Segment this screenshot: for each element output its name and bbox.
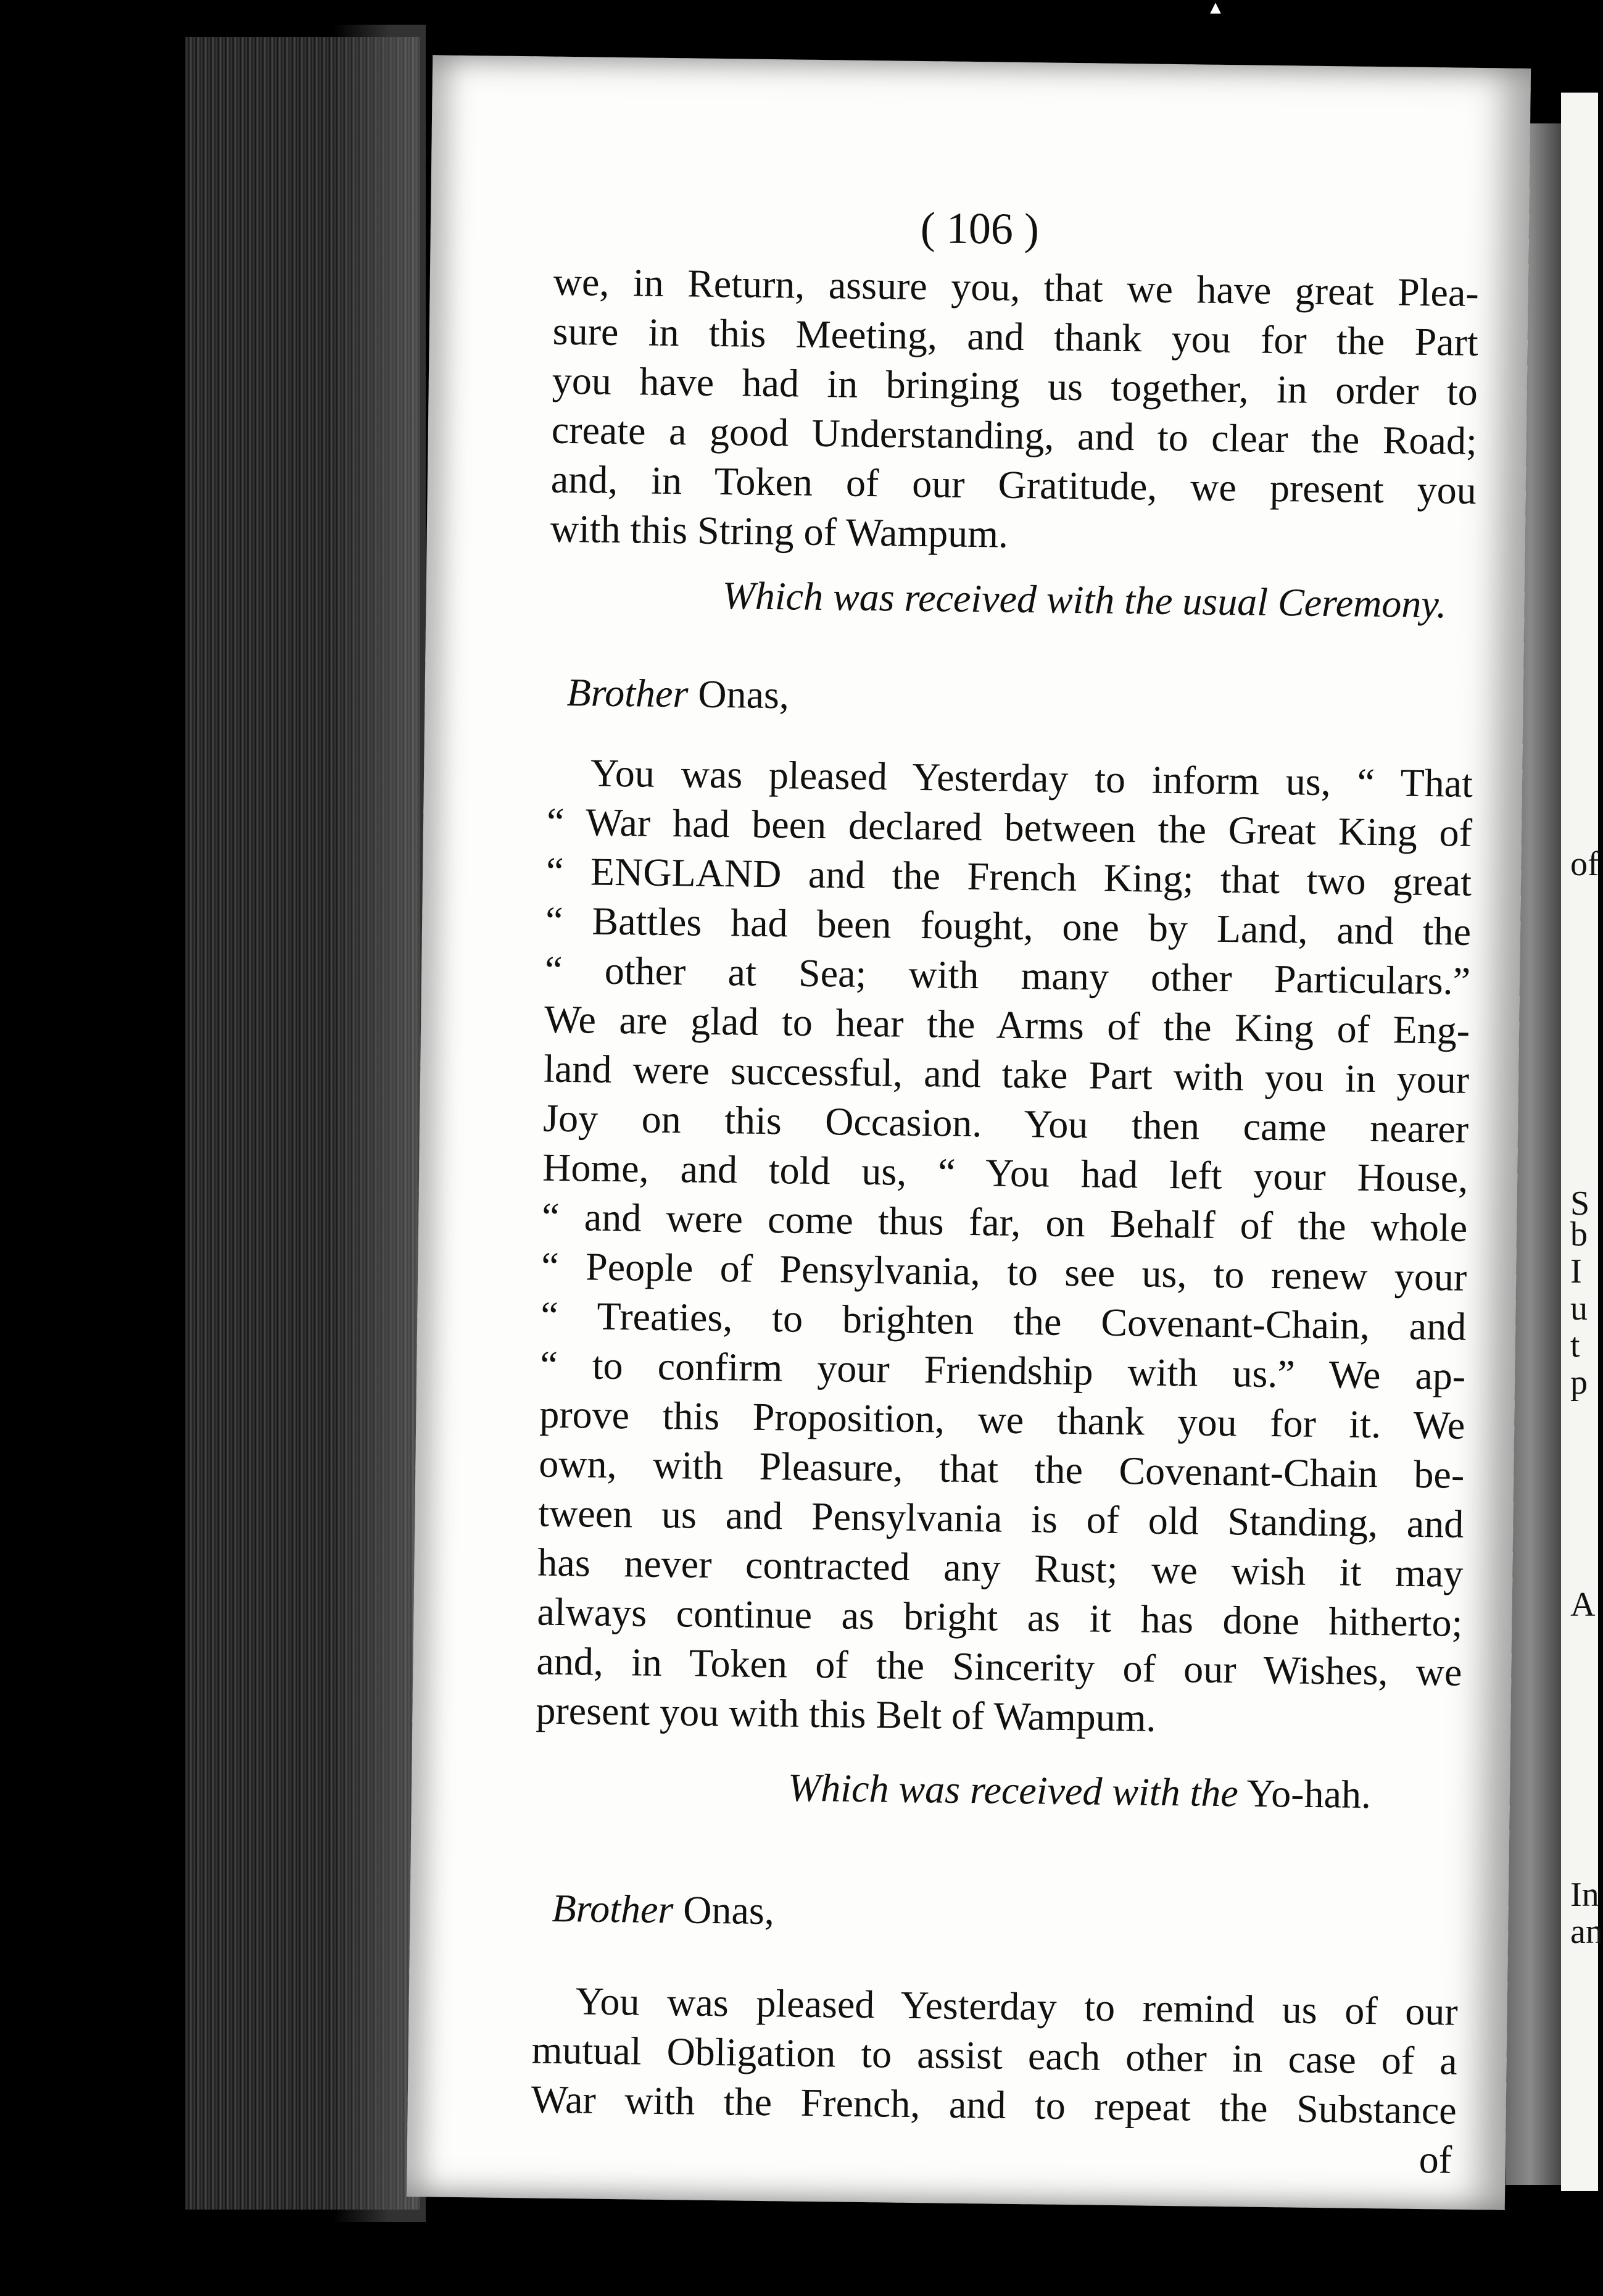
text-line: You was pleased Yesterday to inform us, “ That xyxy=(590,751,1473,805)
text-line: “ ENGLAND and the French King; that two great xyxy=(545,849,1472,904)
text-line: “ other at Sea; with many other Particulars.” xyxy=(544,947,1471,1003)
facing-page-fragment: p xyxy=(1570,1363,1588,1402)
facing-page-fragment: A xyxy=(1570,1586,1596,1624)
text-line: “ Battles had been fought, one by Land, and the xyxy=(545,898,1472,954)
text-line: with this String of Wampum. xyxy=(550,506,1009,556)
rubric-italic: Which was received with the xyxy=(787,1765,1239,1815)
facing-page-fragment: b xyxy=(1570,1215,1588,1254)
text-line: always continue as bright as it has done hitherto; xyxy=(537,1589,1463,1645)
text-line: mutual Obligation to assist each other in case of a xyxy=(531,2028,1458,2083)
facing-page-fragment: an xyxy=(1570,1913,1603,1951)
text-line: We are glad to hear the Arms of the King of Eng- xyxy=(544,997,1470,1052)
text-line: you have had in bringing us together, in order to xyxy=(552,358,1478,414)
text-line: Home, and told us, “ You had left your House, xyxy=(542,1145,1468,1200)
yohah-rubric xyxy=(788,1763,1372,1820)
text-line: “ People of Pensylvania, to see us, to renew your xyxy=(541,1244,1467,1299)
salutation-title: Brother xyxy=(566,670,689,716)
text-line: and, in Token of our Gratitude, we present you xyxy=(550,457,1477,512)
text-line: “ Treaties, to brighten the Covenant-Chain, and xyxy=(540,1293,1467,1349)
facing-page-fragment: S xyxy=(1570,1184,1590,1223)
text-line: land were successful, and take Part with you in your xyxy=(543,1046,1470,1102)
facing-page-fragment: t xyxy=(1570,1326,1580,1365)
text-line: has never contracted any Rust; we wish it may xyxy=(537,1540,1464,1595)
salutation xyxy=(566,668,789,720)
salutation-addressee: Onas, xyxy=(687,672,790,717)
facing-page-fragment: u xyxy=(1570,1289,1588,1328)
salutation xyxy=(552,1884,774,1936)
scan-top-mark: ▲ xyxy=(1206,0,1225,18)
text-line: tween us and Pensylvania is of old Standing, and xyxy=(537,1491,1464,1546)
text-line: “ War had been declared between the Great King of xyxy=(546,799,1473,855)
text-line: present you with this Belt of Wampum. xyxy=(536,1688,1156,1740)
text-line: we, in Return, assure you, that we have great Plea- xyxy=(553,259,1480,315)
book-page xyxy=(407,55,1531,2210)
facing-page-fragment: I xyxy=(1570,1252,1582,1291)
salutation-title: Brother xyxy=(552,1886,674,1932)
facing-page-fragment: In xyxy=(1570,1876,1599,1914)
page-number: ( 106 ) xyxy=(920,202,1040,254)
text-line: prove this Proposition, we thank you for it. We xyxy=(539,1392,1465,1447)
text-line: War with the French, and to repeat the Substance xyxy=(531,2077,1457,2132)
ceremony-rubric: Which was received with the usual Ceremony. xyxy=(722,573,1447,626)
text-line: and, in Token of the Sincerity of our Wishes, we xyxy=(536,1639,1462,1694)
salutation-addressee: Onas, xyxy=(673,1887,775,1933)
facing-page-fragment: of xyxy=(1570,845,1599,883)
catchword: of xyxy=(1419,2137,1452,2182)
text-line: “ to confirm your Friendship with us.” We ap- xyxy=(539,1342,1466,1398)
text-line: create a good Understanding, and to clear the Road; xyxy=(551,407,1478,463)
text-line: own, with Pleasure, that the Covenant-Chain be- xyxy=(538,1441,1465,1497)
text-line: sure in this Meeting, and thank you for the Part xyxy=(552,309,1479,364)
text-line: Joy on this Occasion. You then came nearer xyxy=(542,1096,1469,1151)
text-line: You was pleased Yesterday to remind us of our xyxy=(575,1979,1459,2034)
text-line: “ and were come thus far, on Behalf of the whole xyxy=(541,1194,1468,1250)
rubric-roman: Yo-hah. xyxy=(1238,1771,1372,1817)
